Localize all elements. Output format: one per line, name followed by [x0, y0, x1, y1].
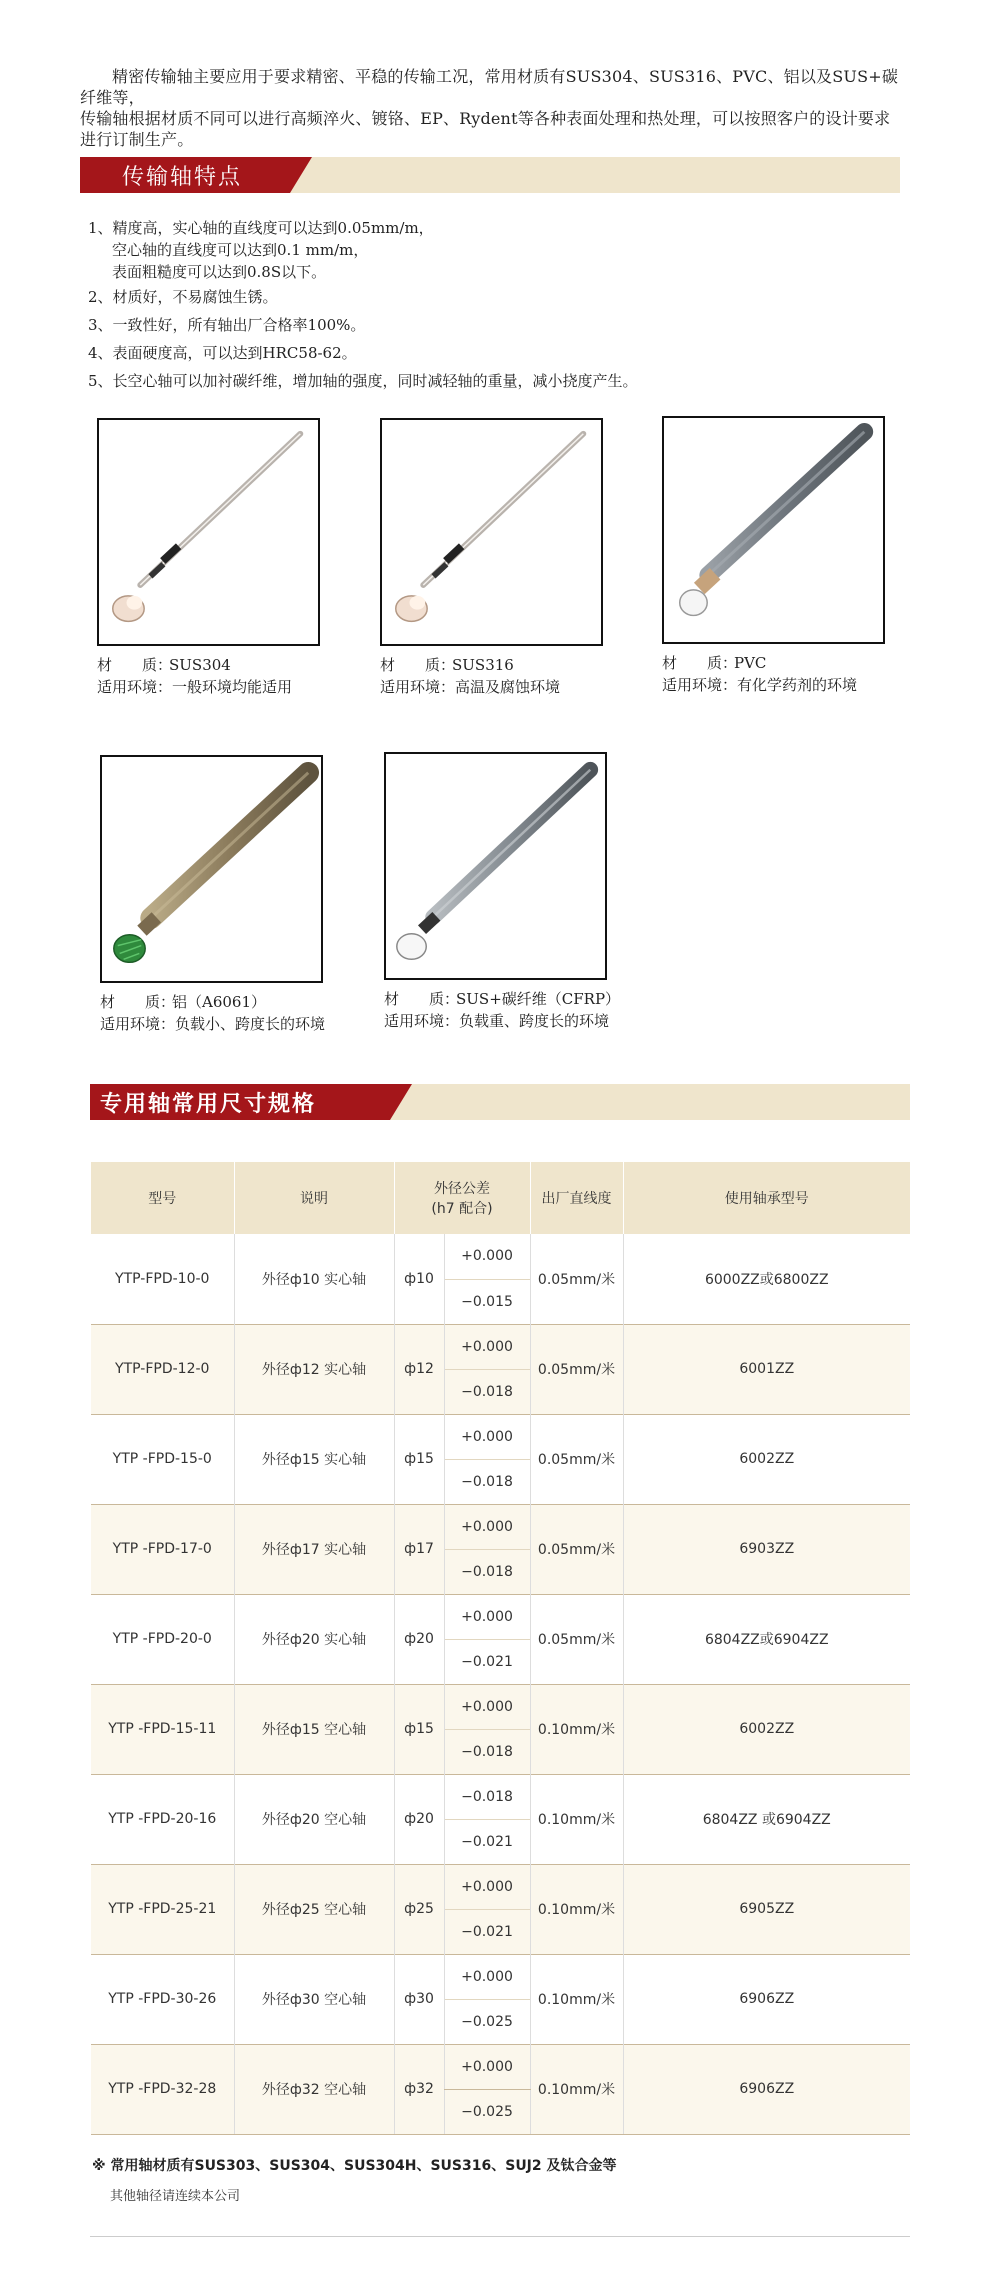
cell-tol-upper: +0.000 — [444, 1594, 530, 1639]
cell-tol-lower: −0.025 — [444, 1999, 530, 2044]
cell-bearing: 6002ZZ — [623, 1684, 910, 1774]
cell-desc: 外径ф12 实心轴 — [234, 1324, 394, 1414]
header-tolerance-line2: (h7 配合) — [431, 1201, 493, 1217]
cell-bearing: 6905ZZ — [623, 1864, 910, 1954]
intro-line-3: 进行订制生产。 — [80, 130, 194, 149]
table-row — [91, 1414, 910, 1459]
env-value: 一般环境均能适用 — [172, 678, 293, 696]
cell-model: YTP -FPD-15-11 — [91, 1684, 234, 1774]
banner-tab — [80, 157, 290, 193]
material-label: 材 质： — [384, 990, 460, 1008]
cell-model: YTP -FPD-32-28 — [91, 2044, 234, 2134]
header-straightness: 出厂直线度 — [530, 1162, 623, 1234]
cell-desc: 外径ф32 空心轴 — [234, 2044, 394, 2134]
table-row — [91, 2044, 910, 2089]
cell-straightness: 0.05mm/米 — [530, 1234, 623, 1324]
table-header-row — [91, 1162, 910, 1234]
cell-straightness: 0.10mm/米 — [530, 1774, 623, 1864]
product-caption — [380, 654, 603, 698]
cell-diameter: ф10 — [394, 1234, 444, 1324]
table-row — [91, 1234, 910, 1279]
cell-diameter: ф17 — [394, 1504, 444, 1594]
material-value: SUS+碳纤维（CFRP） — [456, 990, 621, 1008]
env-value: 负载小、跨度长的环境 — [175, 1015, 326, 1033]
cell-tol-lower: −0.015 — [444, 1279, 530, 1324]
table-row — [91, 1594, 910, 1639]
cell-diameter: ф12 — [394, 1324, 444, 1414]
product-card-sus316 — [380, 418, 603, 698]
cell-desc: 外径ф15 空心轴 — [234, 1684, 394, 1774]
intro-line-2: 传输轴根据材质不同可以进行高频淬火、镀铬、EP、Rydent等各种表面处理和热处理，可以按照客户的设计要求 — [80, 109, 891, 128]
footnote — [92, 2155, 617, 2204]
cell-tol-upper: +0.000 — [444, 1234, 530, 1279]
env-value: 负载重、跨度长的环境 — [459, 1012, 610, 1030]
cell-tol-lower: −0.021 — [444, 1639, 530, 1684]
intro-line-1: 精密传输轴主要应用于要求精密、平稳的传输工况，常用材质有SUS304、SUS316、PVC、铝以及SUS+碳纤维等， — [80, 67, 899, 107]
cell-tol-lower: −0.021 — [444, 1819, 530, 1864]
section-banner-features — [80, 157, 900, 193]
product-card-sus304 — [97, 418, 320, 698]
section-title-features: 传输轴特点 — [122, 164, 243, 190]
cell-tol-lower: −0.018 — [444, 1459, 530, 1504]
cell-desc: 外径ф17 实心轴 — [234, 1504, 394, 1594]
cell-tol-upper: +0.000 — [444, 2044, 530, 2089]
cell-diameter: ф30 — [394, 1954, 444, 2044]
aluminum-shaft-icon — [102, 757, 321, 981]
feature-item-4: 4、表面硬度高，可以达到HRC58-62。 — [88, 344, 357, 362]
product-card-cfrp — [384, 752, 620, 1032]
feature-item-1c: 表面粗糙度可以达到0.8S以下。 — [112, 263, 327, 281]
table-row — [91, 1684, 910, 1729]
cell-tol-upper: +0.000 — [444, 1684, 530, 1729]
pvc-shaft-icon — [664, 418, 883, 642]
material-value: PVC — [734, 654, 767, 672]
material-value: SUS316 — [452, 656, 514, 674]
material-value: 铝（A6061） — [172, 993, 267, 1011]
table-row — [91, 1774, 910, 1819]
cell-tol-lower: −0.021 — [444, 1909, 530, 1954]
cell-model: YTP -FPD-30-26 — [91, 1954, 234, 2044]
cell-straightness: 0.05mm/米 — [530, 1324, 623, 1414]
cell-model: YTP -FPD-20-0 — [91, 1594, 234, 1684]
material-label: 材 质： — [100, 993, 176, 1011]
cell-model: YTP-FPD-10-0 — [91, 1234, 234, 1324]
cell-straightness: 0.10mm/米 — [530, 1864, 623, 1954]
cell-bearing: 6000ZZ或6800ZZ — [623, 1234, 910, 1324]
env-label: 适用环境： — [384, 1012, 460, 1030]
env-label: 适用环境： — [662, 676, 738, 694]
cell-model: YTP-FPD-12-0 — [91, 1324, 234, 1414]
table-body — [91, 1234, 910, 2134]
feature-item-5: 5、长空心轴可以加衬碳纤维，增加轴的强度，同时减轻轴的重量，减小挠度产生。 — [88, 372, 638, 390]
cell-bearing: 6002ZZ — [623, 1414, 910, 1504]
env-label: 适用环境： — [100, 1015, 176, 1033]
product-caption — [662, 652, 885, 696]
stainless-shaft-icon — [382, 420, 601, 644]
cell-model: YTP -FPD-15-0 — [91, 1414, 234, 1504]
header-tolerance — [394, 1162, 530, 1234]
env-value: 有化学药剂的环境 — [737, 676, 858, 694]
cell-model: YTP -FPD-25-21 — [91, 1864, 234, 1954]
cell-bearing: 6001ZZ — [623, 1324, 910, 1414]
aluminum-shaft-image — [100, 755, 323, 983]
cell-tol-lower: −0.018 — [444, 1729, 530, 1774]
cell-desc: 外径ф20 实心轴 — [234, 1594, 394, 1684]
table-row — [91, 1864, 910, 1909]
cell-bearing: 6804ZZ或6904ZZ — [623, 1594, 910, 1684]
cell-tol-upper: +0.000 — [444, 1414, 530, 1459]
cell-straightness: 0.05mm/米 — [530, 1504, 623, 1594]
cell-tol-upper: −0.018 — [444, 1774, 530, 1819]
material-label: 材 质： — [662, 654, 738, 672]
product-caption — [97, 654, 320, 698]
pvc-shaft-image — [662, 416, 885, 644]
footnote-contact: 其他轴径请连续本公司 — [110, 2189, 241, 2204]
cell-bearing: 6906ZZ — [623, 1954, 910, 2044]
cell-tol-upper: +0.000 — [444, 1504, 530, 1549]
product-caption — [100, 991, 325, 1035]
product-card-aluminum — [100, 755, 325, 1035]
cell-diameter: ф32 — [394, 2044, 444, 2134]
cell-tol-lower: −0.018 — [444, 1369, 530, 1414]
header-tolerance-line1: 外径公差 — [434, 1181, 490, 1197]
product-card-pvc — [662, 416, 885, 696]
cell-bearing: 6906ZZ — [623, 2044, 910, 2134]
header-desc: 说明 — [234, 1162, 394, 1234]
stainless-shaft-image — [380, 418, 603, 646]
section-title-specs: 专用轴常用尺寸规格 — [100, 1091, 317, 1117]
cell-straightness: 0.05mm/米 — [530, 1594, 623, 1684]
cell-tol-upper: +0.000 — [444, 1954, 530, 1999]
cell-straightness: 0.10mm/米 — [530, 1954, 623, 2044]
material-value: SUS304 — [169, 656, 231, 674]
cfrp-shaft-image — [384, 752, 607, 980]
cell-bearing: 6804ZZ 或6904ZZ — [623, 1774, 910, 1864]
env-label: 适用环境： — [97, 678, 173, 696]
feature-item-3: 3、一致性好，所有轴出厂合格率100%。 — [88, 316, 366, 334]
table-row — [91, 1324, 910, 1369]
cell-straightness: 0.10mm/米 — [530, 1684, 623, 1774]
cell-diameter: ф25 — [394, 1864, 444, 1954]
cell-tol-upper: +0.000 — [444, 1864, 530, 1909]
cell-diameter: ф20 — [394, 1774, 444, 1864]
cell-desc: 外径ф25 空心轴 — [234, 1864, 394, 1954]
table-row — [91, 1504, 910, 1549]
cfrp-shaft-icon — [386, 754, 605, 978]
cell-diameter: ф20 — [394, 1594, 444, 1684]
intro-paragraph — [80, 66, 910, 150]
cell-tol-upper: +0.000 — [444, 1324, 530, 1369]
section-banner-specs — [90, 1084, 910, 1120]
cell-tol-lower: −0.018 — [444, 1549, 530, 1594]
bottom-divider — [90, 2236, 910, 2237]
header-bearing: 使用轴承型号 — [623, 1162, 910, 1234]
material-label: 材 质： — [97, 656, 173, 674]
stainless-shaft-icon — [99, 420, 318, 644]
cell-diameter: ф15 — [394, 1684, 444, 1774]
material-label: 材 质： — [380, 656, 456, 674]
cell-desc: 外径ф30 空心轴 — [234, 1954, 394, 2044]
banner-tab — [90, 1084, 390, 1120]
feature-item-1: 1、精度高，实心轴的直线度可以达到0.05mm/m， — [88, 219, 434, 237]
cell-model: YTP -FPD-20-16 — [91, 1774, 234, 1864]
product-caption — [384, 988, 620, 1032]
stainless-shaft-image — [97, 418, 320, 646]
footnote-materials: ※ 常用轴材质有SUS303、SUS304、SUS304H、SUS316、SUJ2 及钛合金等 — [92, 2158, 617, 2174]
cell-bearing: 6903ZZ — [623, 1504, 910, 1594]
table-row — [91, 1954, 910, 1999]
cell-model: YTP -FPD-17-0 — [91, 1504, 234, 1594]
spec-table — [91, 1162, 910, 2135]
feature-item-1b: 空心轴的直线度可以达到0.1 mm/m， — [112, 241, 369, 259]
header-model: 型号 — [91, 1162, 234, 1234]
env-label: 适用环境： — [380, 678, 456, 696]
features-list — [88, 217, 908, 395]
feature-item-2: 2、材质好，不易腐蚀生锈。 — [88, 288, 278, 306]
cell-tol-lower: −0.025 — [444, 2089, 530, 2134]
env-value: 高温及腐蚀环境 — [455, 678, 561, 696]
cell-desc: 外径ф10 实心轴 — [234, 1234, 394, 1324]
cell-diameter: ф15 — [394, 1414, 444, 1504]
cell-desc: 外径ф20 空心轴 — [234, 1774, 394, 1864]
cell-desc: 外径ф15 实心轴 — [234, 1414, 394, 1504]
cell-straightness: 0.05mm/米 — [530, 1414, 623, 1504]
cell-straightness: 0.10mm/米 — [530, 2044, 623, 2134]
